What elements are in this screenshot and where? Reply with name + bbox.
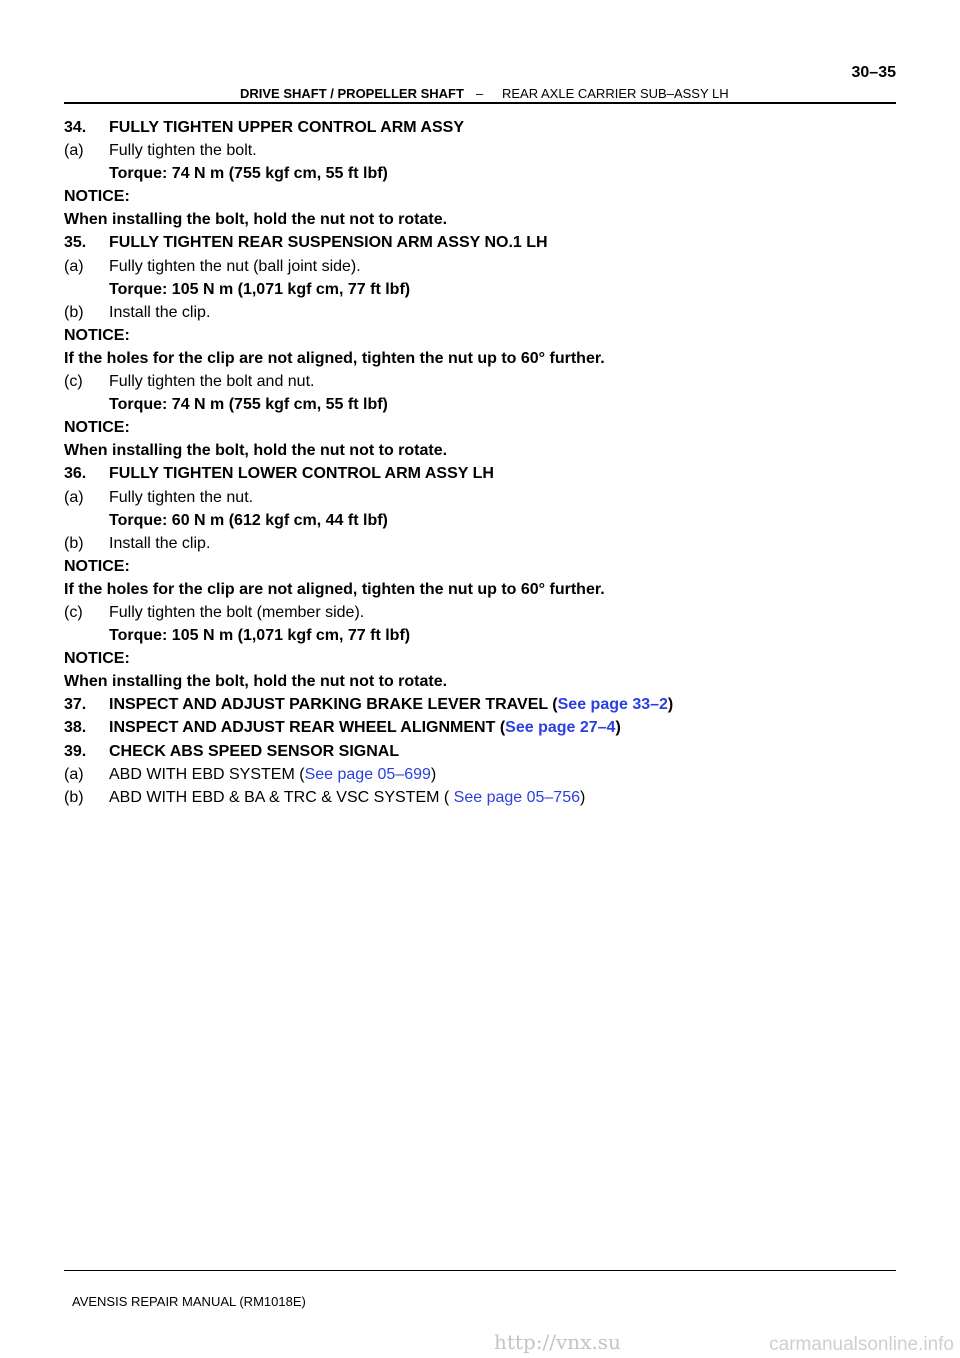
substep-label: (c) — [64, 603, 83, 621]
footer-rule — [64, 1270, 896, 1271]
step-36 — [64, 462, 896, 485]
step-38 — [64, 716, 896, 739]
step-35 — [64, 231, 896, 254]
substep-label: (c) — [64, 373, 83, 391]
substep-text: Fully tighten the bolt and nut. — [109, 373, 315, 391]
see-page-link[interactable]: See page 27–4 — [505, 719, 616, 737]
step-39 — [64, 740, 896, 763]
notice-text: When installing the bolt, hold the nut not to rotate. — [64, 442, 448, 460]
substep-35b — [64, 301, 896, 324]
see-page-link[interactable]: See page 05–756 — [453, 788, 580, 806]
close-paren: ) — [615, 719, 621, 737]
close-paren: ) — [667, 696, 674, 714]
step-title: FULLY TIGHTEN LOWER CONTROL ARM ASSY LH — [109, 465, 494, 483]
step-title: INSPECT AND ADJUST PARKING BRAKE LEVER TRAVEL ( — [109, 696, 558, 714]
section-separator: – — [476, 86, 484, 101]
substep-label: (b) — [64, 303, 84, 321]
notice-label: NOTICE: — [64, 188, 130, 206]
notice-label: NOTICE: — [64, 557, 130, 575]
substep-text: Fully tighten the nut (ball joint side). — [109, 257, 361, 275]
substep-text: Fully tighten the bolt (member side). — [109, 603, 365, 621]
step-34 — [64, 116, 896, 139]
substep-39b — [64, 786, 896, 809]
torque-spec: Torque: 74 N m (755 kgf cm, 55 ft lbf) — [109, 396, 388, 414]
see-page-link[interactable]: See page 33–2 — [557, 696, 668, 714]
step-title: CHECK ABS SPEED SENSOR SIGNAL — [109, 742, 400, 760]
substep-35a — [64, 255, 896, 278]
notice-text: If the holes for the clip are not aligned, tighten the nut up to 60° further. — [64, 580, 605, 598]
notice-label: NOTICE: — [64, 326, 130, 344]
substep-text: Install the clip. — [109, 534, 211, 552]
substep-39a — [64, 763, 896, 786]
see-page-link[interactable]: See page 05–699 — [304, 765, 431, 783]
site-watermark: carmanualsonline.info — [769, 1334, 954, 1355]
substep-35c — [64, 370, 896, 393]
substep-text: ABD WITH EBD SYSTEM ( — [109, 765, 305, 783]
substep-label: (a) — [64, 142, 84, 160]
page-header — [64, 60, 896, 104]
substep-label: (b) — [64, 788, 84, 806]
step-title: INSPECT AND ADJUST REAR WHEEL ALIGNMENT ( — [109, 719, 506, 737]
step-number: 37. — [64, 696, 87, 714]
torque-spec: Torque: 105 N m (1,071 kgf cm, 77 ft lbf) — [109, 280, 411, 298]
substep-text: Fully tighten the nut. — [109, 488, 254, 506]
notice-label: NOTICE: — [64, 419, 130, 437]
watermark-url[interactable]: http://vnx.su — [494, 1330, 621, 1354]
substep-36b — [64, 532, 896, 555]
close-paren: ) — [430, 765, 437, 783]
page-number: 30–35 — [851, 64, 896, 81]
substep-label: (a) — [64, 488, 84, 506]
step-37 — [64, 693, 896, 716]
header-rule — [64, 102, 896, 104]
notice-text: When installing the bolt, hold the nut not to rotate. — [64, 211, 448, 229]
step-number: 38. — [64, 719, 87, 737]
section-title: DRIVE SHAFT / PROPELLER SHAFT — [240, 86, 464, 101]
substep-36a — [64, 486, 896, 509]
notice-label: NOTICE: — [64, 650, 130, 668]
step-number: 34. — [64, 119, 87, 136]
procedure-content — [64, 116, 896, 809]
close-paren: ) — [580, 788, 586, 806]
substep-36c — [64, 601, 896, 624]
step-title: FULLY TIGHTEN REAR SUSPENSION ARM ASSY NO.1 LH — [109, 234, 548, 252]
torque-spec: Torque: 60 N m (612 kgf cm, 44 ft lbf) — [109, 511, 388, 529]
substep-label: (b) — [64, 534, 84, 552]
torque-spec: Torque: 74 N m (755 kgf cm, 55 ft lbf) — [109, 165, 388, 183]
step-title: FULLY TIGHTEN UPPER CONTROL ARM ASSY — [109, 119, 464, 136]
substep-text: ABD WITH EBD & BA & TRC & VSC SYSTEM ( — [109, 788, 454, 806]
step-number: 39. — [64, 742, 87, 760]
notice-text: If the holes for the clip are not aligned, tighten the nut up to 60° further. — [64, 349, 605, 367]
subsection-title: REAR AXLE CARRIER SUB–ASSY LH — [502, 86, 729, 101]
step-number: 35. — [64, 234, 87, 252]
substep-text: Install the clip. — [109, 303, 211, 321]
notice-text: When installing the bolt, hold the nut not to rotate. — [64, 673, 448, 691]
step-number: 36. — [64, 465, 87, 483]
substep-text: Fully tighten the bolt. — [109, 142, 257, 160]
substep-label: (a) — [64, 765, 84, 783]
torque-spec: Torque: 105 N m (1,071 kgf cm, 77 ft lbf) — [109, 627, 411, 645]
manual-footer: AVENSIS REPAIR MANUAL (RM1018E) — [72, 1294, 306, 1309]
substep-label: (a) — [64, 257, 84, 275]
substep-34a — [64, 139, 896, 162]
